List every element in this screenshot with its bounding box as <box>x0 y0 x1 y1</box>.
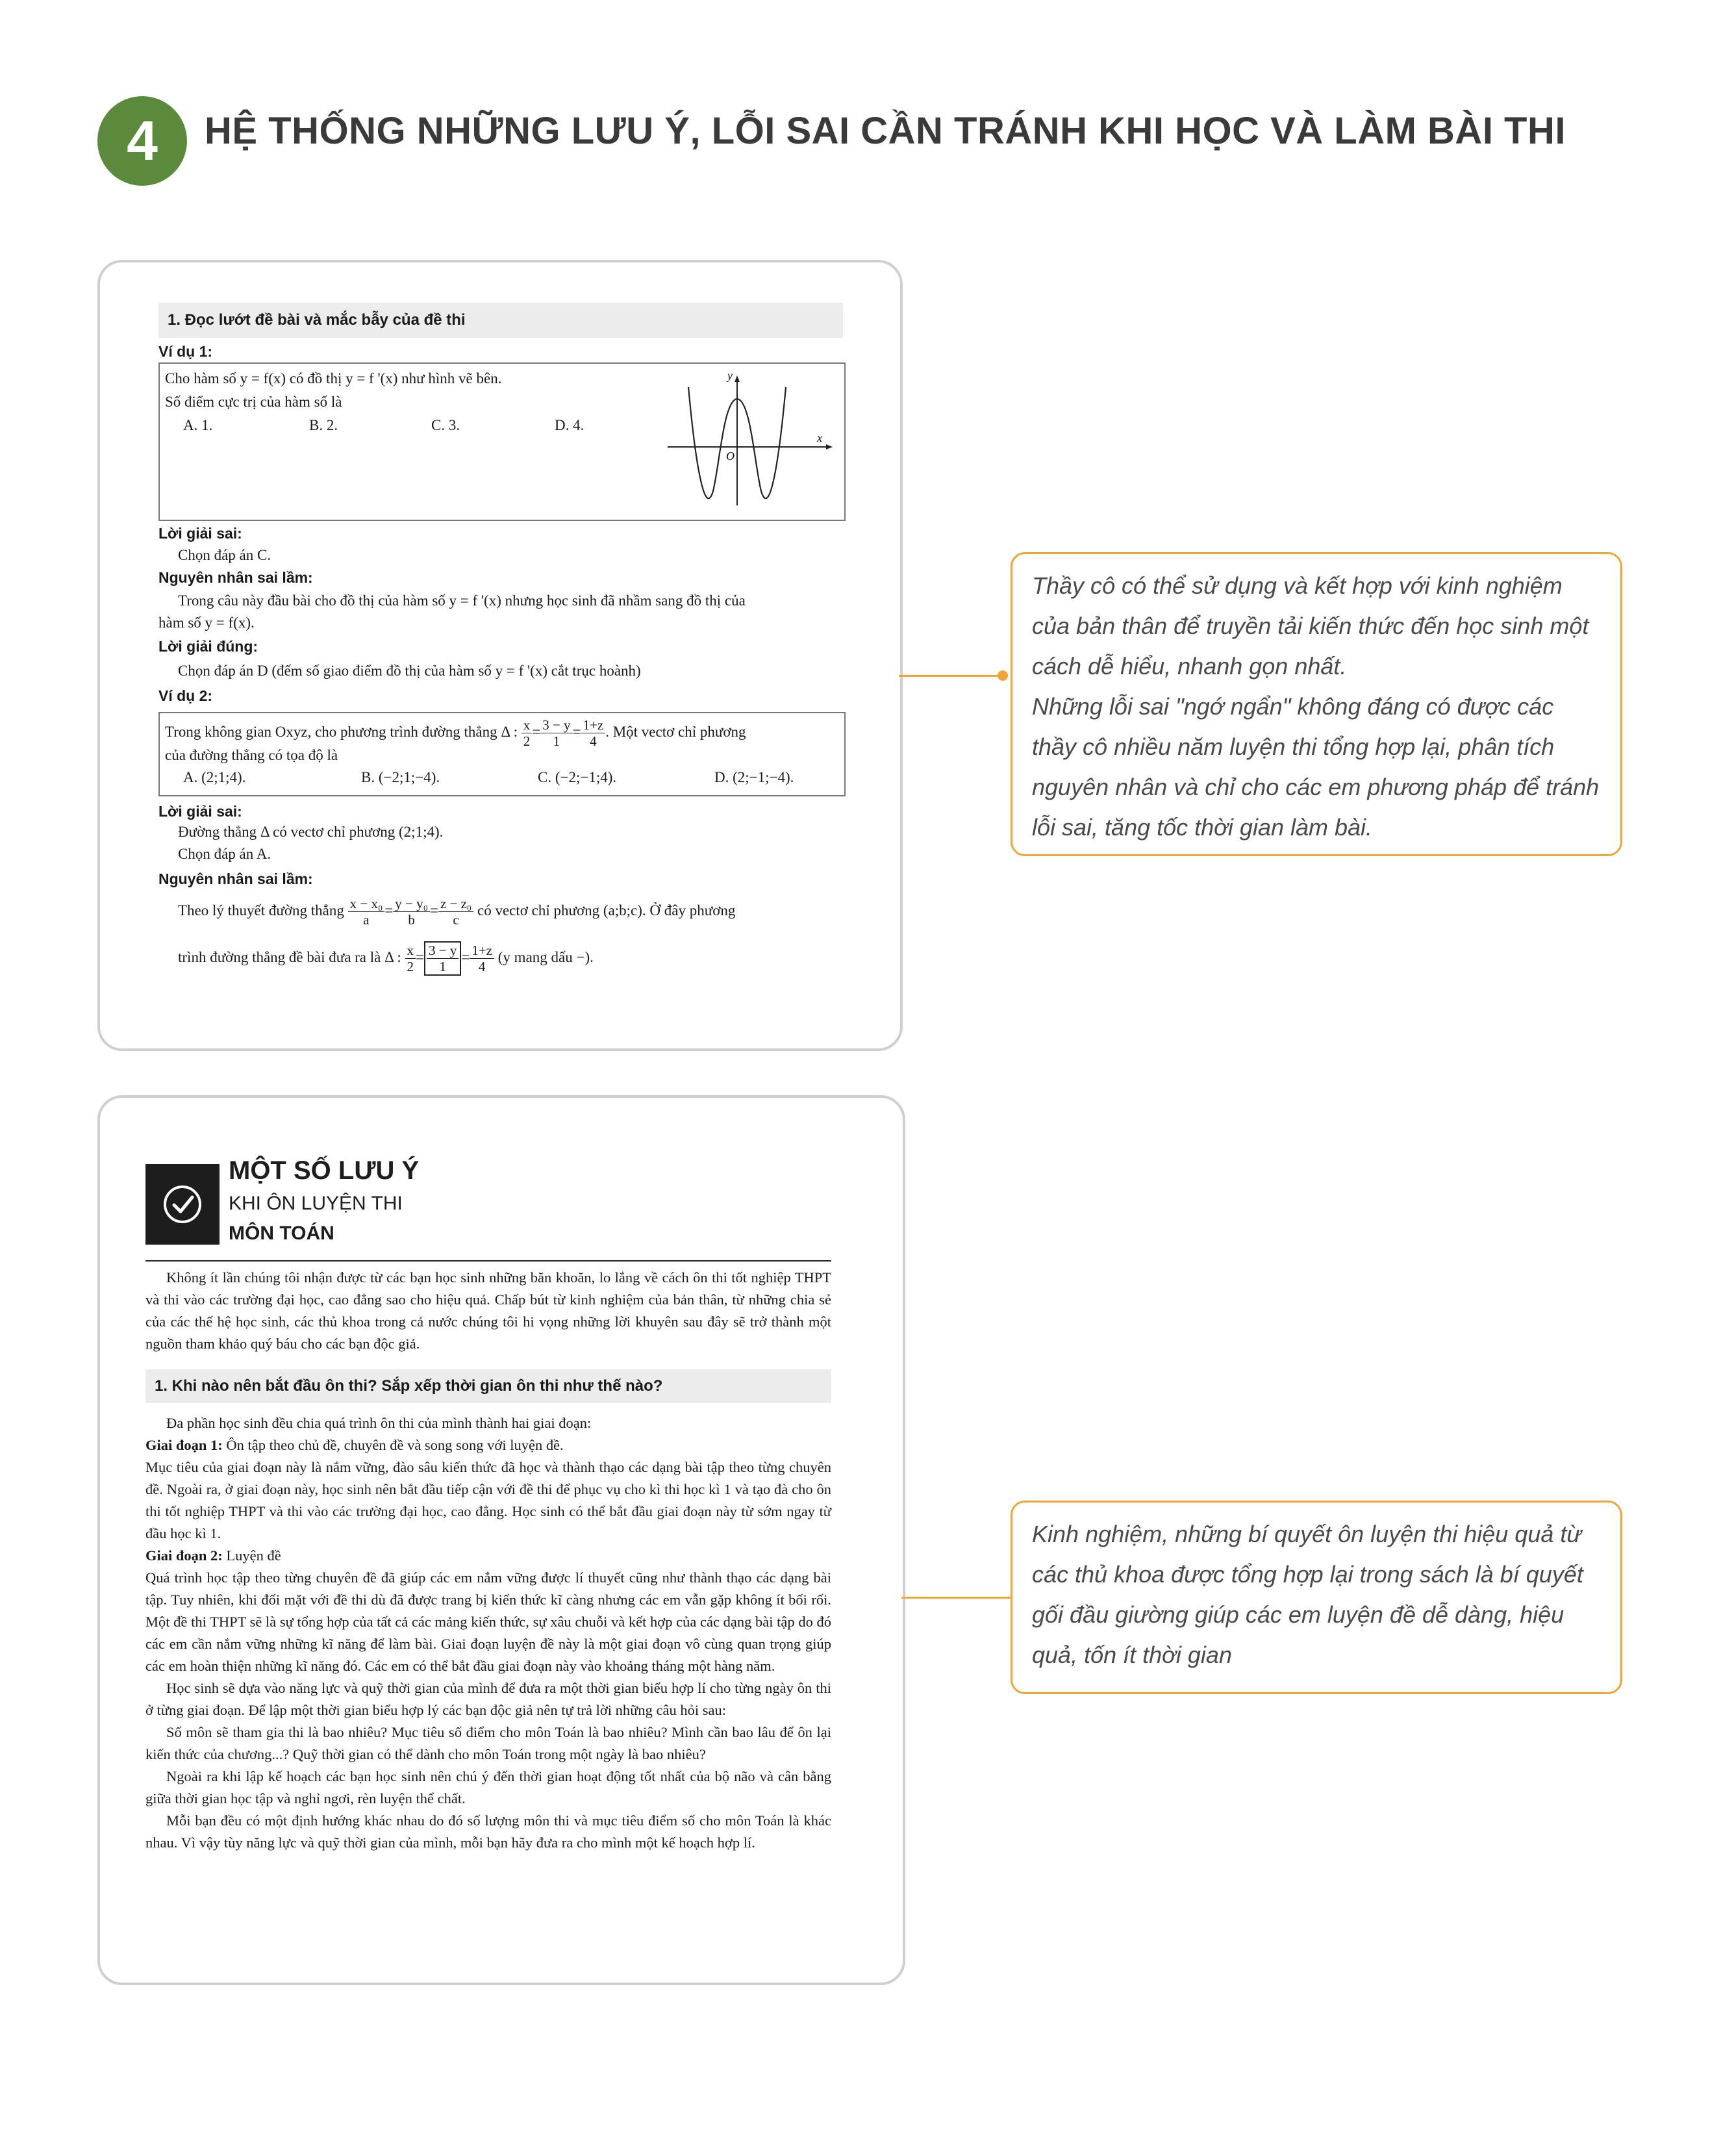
title-divider <box>145 1260 831 1262</box>
option-c: C. (−2;−1;4). <box>538 769 617 785</box>
fraction: $\frac{x}{2}$ <box>405 943 416 974</box>
wrong-solution-2-label: Lời giải sai: <box>158 803 242 820</box>
cause-2-label: Nguyên nhân sai lầm: <box>158 870 313 887</box>
wrong-solution-1-label: Lời giải sai: <box>158 525 242 542</box>
callout-connector <box>899 675 1003 677</box>
option-b: B. 2. <box>309 417 338 433</box>
example-1-line1: Cho hàm số y = f(x) có đồ thị y = f '(x) như hình vẽ bên. <box>165 370 502 387</box>
stage-1: Giai đoạn 1: Ôn tập theo chủ đề, chuyên đề và song song với luyện đề. <box>145 1437 564 1453</box>
wrong-solution-2-line2: Chọn đáp án A. <box>178 846 271 862</box>
fraction: $\frac{\text{x − x₀}}{a}$ <box>348 896 385 928</box>
cause-2-line2: trình đường thẳng đề bài đưa ra là Δ : $\frac{x}{2}$ = $\frac{3 - y}{1}$ = $\frac{1+z}{4}$ (y mang dấu −). <box>178 943 594 975</box>
page-title: HỆ THỐNG NHỮNG LƯU Ý, LỖI SAI CẦN TRÁNH KHI HỌC VÀ LÀM BÀI THI <box>205 110 1566 152</box>
stage-2: Giai đoạn 2: Luyện đề <box>145 1547 281 1564</box>
example-2-label: Ví dụ 2: <box>158 687 213 704</box>
fraction: $\frac{\text{z − z₀}}{c}$ <box>438 896 473 928</box>
example-1-line2: Số điểm cực trị của hàm số là <box>165 394 342 410</box>
example-1-label: Ví dụ 1: <box>158 343 213 360</box>
example-2-line1: Trong không gian Oxyz, cho phương trình đường thẳng Δ : $\frac{x}{2}$ = $\frac{3 - y}{1}$ = $\frac{1+z}{4}$ . Một vectơ chỉ phương <box>165 717 746 750</box>
option-b: B. (−2;1;−4). <box>361 769 440 785</box>
connector-dot <box>998 670 1008 681</box>
option-a: A. 1. <box>183 417 213 433</box>
intro-paragraph <box>145 1267 831 1355</box>
wrong-solution-2-line1: Đường thẳng Δ có vectơ chỉ phương (2;1;4). <box>178 824 444 840</box>
origin-label: O <box>726 450 735 463</box>
option-c: C. 3. <box>431 417 460 433</box>
cause-2-prefix: Theo lý thuyết đường thẳng <box>178 902 344 919</box>
paragraph: Ngoài ra khi lập kế hoạch các bạn học sinh nên chú ý đến thời gian hoạt động tốt nhất của bộ não và cân bằng giữa thời gian học tập và nghỉ ngơi, rèn luyện thể chất. <box>145 1768 831 1807</box>
example-2-suffix: . Một vectơ chỉ phương <box>605 724 746 740</box>
paragraph: Số môn sẽ tham gia thi là bao nhiêu? Mục tiêu số điểm cho môn Toán là bao nhiêu? Mình cần bao lâu để ôn lại kiến thức của chương...? Quỹ thời gian có thể dành cho môn Toán trong một ngày là bao nhiêu? <box>145 1724 831 1762</box>
option-a: A. (2;1;4). <box>183 769 246 785</box>
paragraph: Đa phần học sinh đều chia quá trình ôn thi của mình thành hai giai đoạn: <box>166 1415 592 1431</box>
paragraph: Học sinh sẽ dựa vào năng lực và quỹ thời gian của mình để đưa ra một thời gian biểu hợp lí cho từng ngày ôn thi ở từng giai đoạn. Để lập một thời gian biểu hợp lý các bạn độc giả nên tự trả lời những câu hỏi sau: <box>145 1680 831 1718</box>
check-circle-icon <box>162 1184 203 1224</box>
fraction: $\frac{3 - y}{1}$ <box>540 717 572 749</box>
wrong-solution-1-text: Chọn đáp án C. <box>178 547 271 563</box>
section-header-bar: 1. Đọc lướt đề bài và mắc bẫy của đề thi <box>158 303 843 338</box>
fraction: $\frac{1+z}{4}$ <box>581 717 606 749</box>
section-header-bar: 1. Khi nào nên bắt đầu ôn thi? Sắp xếp thời gian ôn thi như thế nào? <box>145 1369 831 1403</box>
tips-subtitle: KHI ÔN LUYỆN THI <box>229 1193 403 1214</box>
correct-solution-1-text: Chọn đáp án D (đếm số giao điểm đồ thị của hàm số y = f '(x) cắt trục hoành) <box>178 663 641 679</box>
callout-paragraph: Những lỗi sai "ngớ ngẩn" không đáng có được các thầy cô nhiều năm luyện thi tổng hợp lại, phân tích nguyên nhân và chỉ cho các em phương pháp để tránh lỗi sai, tăng tốc thời gian làm bài. <box>1032 693 1600 841</box>
paragraph: Quá trình học tập theo từng chuyên đề đã giúp các em nắm vững được lí thuyết cũng như thành thạo các dạng bài tập. Tuy nhiên, khi đối mặt với đề thi dù đã được trang bị kiến thức kĩ càng nhưng các em vẫn gặp không ít bối rối. Một đề thi THPT sẽ là sự tổng hợp của tất cả các mảng kiến thức, sự xâu chuỗi và kết hợp của các dạng bài tập do đó các em cần nắm vững những kĩ năng để làm bài. Giai đoạn luyện đề này là một giai đoạn vô cùng quan trọng giúp các em hoàn thiện những kĩ năng đó. Các em có thể bắt đầu giai đoạn này vào khoảng tháng một hàng năm. <box>145 1569 831 1674</box>
callout-connector <box>901 1597 1011 1599</box>
cause-1-label: Nguyên nhân sai lầm: <box>158 569 313 586</box>
y-axis-label: y <box>727 369 733 382</box>
option-d: D. (2;−1;−4). <box>714 769 794 785</box>
cause-2-line1: Theo lý thuyết đường thẳng $\frac{\text{x − x₀}}{a}$ = $\frac{\text{y − y₀}}{b}$ = $\frac{\text{z − z₀}}{c}$ có vectơ chỉ phương (a;b;c). Ở đây phương <box>178 896 736 928</box>
callout-paragraph: Kinh nghiệm, những bí quyết ôn luyện thi hiệu quả từ các thủ khoa được tổng hợp lại trong sách là bí quyết gối đầu giường giúp các em luyện đề dễ dàng, hiệu quả, tốn ít thời gian <box>1032 1521 1583 1668</box>
tips-note-callout <box>1011 1501 1622 1694</box>
intro-text: Không ít lần chúng tôi nhận được từ các bạn học sinh những băn khoăn, lo lắng về cách ôn thi tốt nghiệp THPT và thi vào các trường đại học, cao đẳng sao cho hiệu quả. Chấp bút từ kinh nghiệm của bản thân, từ những chia sẻ của các thế hệ học sinh, các thủ khoa trong cả nước chúng tôi hi vọng những lời khuyên sau đây sẽ trở thành một nguồn tham khảo quý báu cho các bạn độc giả. <box>145 1269 831 1352</box>
cause-1-line2: hàm số y = f(x). <box>158 615 255 631</box>
derivative-graph <box>662 368 838 514</box>
section-number-badge: 4 <box>97 96 187 186</box>
correct-solution-1-label: Lời giải đúng: <box>158 638 258 655</box>
cause-2-suffix-2: (y mang dấu −). <box>497 949 594 965</box>
example-2-line2: của đường thẳng có tọa độ là <box>165 747 338 763</box>
cause-2-suffix: có vectơ chỉ phương (a;b;c). Ở đây phương <box>477 902 736 919</box>
x-axis-arrow <box>826 444 833 450</box>
example-2-prefix: Trong không gian Oxyz, cho phương trình đường thẳng Δ : <box>165 724 518 740</box>
check-badge <box>145 1164 220 1245</box>
x-axis-label: x <box>817 431 822 444</box>
paragraph: Mỗi bạn đều có một định hướng khác nhau do đó số lượng môn thi và mục tiêu điểm số cho môn Toán là khác nhau. Vì vậy tùy năng lực và quỹ thời gian của mình, mỗi bạn hãy đưa ra cho mình một kế hoạch hợp lí. <box>145 1812 831 1851</box>
callout-paragraph: Thầy cô có thể sử dụng và kết hợp với kinh nghiệm của bản thân để truyền tải kiến thức đến học sinh một cách dễ hiểu, nhanh gọn nhất. <box>1032 572 1589 679</box>
highlighted-fraction: $\frac{3 - y}{1}$ <box>424 941 461 976</box>
fraction: $\frac{\text{y − y₀}}{b}$ <box>393 896 430 928</box>
body-text <box>145 1412 831 1854</box>
fraction: $\frac{1+z}{4}$ <box>470 943 494 974</box>
tips-title: MỘT SỐ LƯU Ý <box>229 1156 420 1185</box>
teacher-note-callout <box>1011 552 1622 856</box>
option-d: D. 4. <box>555 417 584 433</box>
paragraph: Mục tiêu của giai đoạn này là nắm vững, đào sâu kiến thức đã học và thành thạo các dạng bài tập theo từng chuyên đề. Ngoài ra, ở giai đoạn này, học sinh nên bắt đầu tiếp cận với đề thi để phục vụ cho kì thi học kì 1 và tạo đà cho ôn thi tốt nghiệp THPT và thi vào các trường đại học, cao đẳng. Học sinh có thể bắt đầu giai đoạn này từ sớm ngay từ đầu học kì 1. <box>145 1459 831 1541</box>
cause-2-prefix-2: trình đường thẳng đề bài đưa ra là Δ : <box>178 949 401 965</box>
fraction: $\frac{x}{2}$ <box>521 717 533 749</box>
tips-subject: MÔN TOÁN <box>229 1223 334 1244</box>
cause-1-line1: Trong câu này đầu bài cho đồ thị của hàm số y = f '(x) nhưng học sinh đã nhầm sang đồ thị của <box>178 592 746 609</box>
y-axis-arrow <box>735 375 740 382</box>
